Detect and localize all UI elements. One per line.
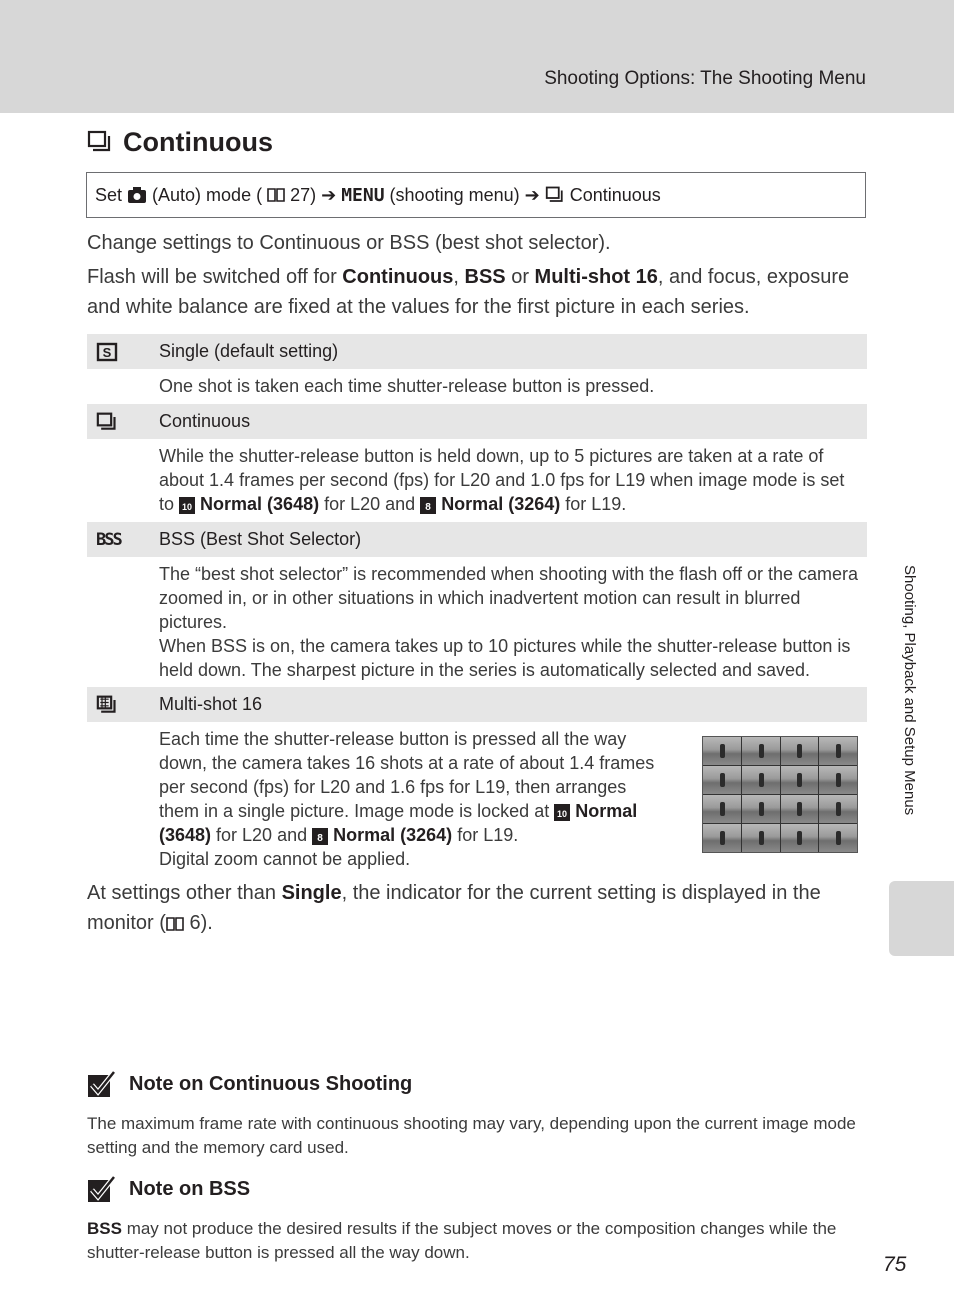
bold-normal-3264: Normal (3264) (441, 494, 561, 514)
bold-multishot: Multi-shot 16 (534, 266, 658, 288)
menu-path (86, 172, 866, 218)
bold-continuous: Continuous (342, 266, 454, 288)
image-mode-8m-icon (420, 497, 436, 514)
desc-text: for L20 and (319, 494, 421, 514)
text: At settings other than (87, 882, 282, 904)
header-band (0, 0, 954, 113)
bss-icon: BSS (96, 529, 121, 550)
option-multishot-desc (159, 727, 669, 871)
text: , the indicator for the current setting is displayed in the monitor ( (87, 882, 821, 934)
note-continuous-body: The maximum frame rate with continuous shooting may vary, depending upon the current image mode setting and the memory card used. (87, 1114, 856, 1157)
text: may not produce the desired results if the subject moves or the composition changes while the shutter-release button is pressed all the way down. (87, 1219, 837, 1262)
note-title: Note on BSS (129, 1177, 251, 1200)
bold-single: Single (281, 882, 342, 904)
nav-auto-mode: (Auto) mode ( (152, 184, 263, 205)
desc-text: When BSS is on, the camera takes up to 10 pictures while the shutter-release button is held down. The sharpest picture in the series is automatically selected and saved. (159, 636, 851, 680)
desc-text: for L19. (560, 494, 627, 514)
arrow-icon: ➔ (321, 184, 337, 205)
option-continuous-desc (159, 444, 861, 516)
bold-bss: BSS (464, 266, 506, 288)
svg-text:10: 10 (182, 501, 193, 512)
nav-ref-page: 27) (290, 184, 317, 205)
svg-text:8: 8 (317, 832, 323, 844)
page-number: 75 (883, 1253, 907, 1276)
option-bss-header (87, 522, 867, 557)
bold-normal-3648: Normal (3648) (200, 494, 320, 514)
desc-text: The “best shot selector” is recommended when shooting with the flash off or the camera zoomed in, or in other situations in which inadvertent motion can result in blurred pictures. (159, 564, 859, 632)
page-title (87, 122, 273, 162)
bold-normal-3264: Normal (3264) (333, 825, 453, 845)
option-label: Continuous (159, 411, 251, 431)
camera-icon (127, 186, 147, 204)
comma: , (453, 266, 465, 288)
text: 6). (189, 912, 213, 934)
book-icon (267, 187, 285, 203)
svg-text:10: 10 (557, 808, 568, 819)
menu-button-label: MENU (341, 184, 385, 206)
desc-text: for L20 and (211, 825, 313, 845)
desc-text: While the shutter-release button is held down, up to 5 pictures are taken at a rate of about 1.4 frames per second (fps) for L20 and 1.0 fps for L19 when image mode is set to (159, 446, 845, 514)
note-continuous-heading (87, 1070, 412, 1098)
nav-continuous: Continuous (569, 184, 661, 205)
bold-bss: BSS (87, 1219, 122, 1238)
section-title: Shooting Options: The Shooting Menu (544, 68, 866, 89)
image-mode-8m-icon (312, 828, 328, 845)
option-single-header (87, 334, 867, 369)
book-icon (166, 916, 184, 932)
desc-text: Each time the shutter-release button is pressed all the way down, the camera takes 16 shots at a rate of about 1.4 frames per second (fps) for L20 and 1.6 fps for L19, then arranges them in a single picture. Image mode is locked at (159, 729, 655, 821)
chapter-tab (889, 881, 954, 956)
multi-shot-sample-image (702, 736, 858, 853)
svg-text:8: 8 (425, 501, 431, 513)
note-bss-heading (87, 1175, 250, 1203)
option-label: Single (default setting) (159, 341, 339, 361)
option-multishot-header (87, 687, 867, 722)
checkmark-icon (87, 1175, 117, 1203)
page-title-text: Continuous (123, 126, 273, 157)
continuous-icon (545, 186, 565, 204)
or-text: or (505, 266, 535, 288)
note-title: Note on Continuous Shooting (129, 1072, 413, 1095)
flash-paragraph (87, 262, 867, 322)
option-continuous-header (87, 404, 867, 439)
option-label: BSS (Best Shot Selector) (159, 529, 362, 549)
desc-text: for L19. (452, 825, 519, 845)
nav-shooting-menu: (shooting menu) (389, 184, 520, 205)
intro-line: Change settings to Continuous or BSS (best shot selector). (87, 232, 611, 254)
note-bss-body (87, 1217, 867, 1265)
flash-prefix: Flash will be switched off for (87, 266, 343, 288)
bold-normal-3648: Normal (3648) (159, 801, 638, 845)
multi-shot-icon (96, 695, 118, 715)
image-mode-10m-icon (179, 497, 195, 514)
continuous-icon (87, 130, 113, 154)
flash-suffix: , and focus, exposure and white balance are fixed at the values for the first picture in each series. (87, 266, 850, 318)
image-mode-10m-icon (554, 804, 570, 821)
side-chapter-label: Shooting, Playback and Setup Menus (901, 565, 918, 816)
arrow-icon: ➔ (524, 184, 540, 205)
option-single-desc: One shot is taken each time shutter-release button is pressed. (159, 376, 655, 396)
nav-set: Set (95, 184, 123, 205)
option-bss-desc (159, 562, 861, 682)
svg-text:S: S (102, 344, 112, 360)
checkmark-icon (87, 1070, 117, 1098)
option-label: Multi-shot 16 (159, 694, 263, 714)
desc-text: Digital zoom cannot be applied. (159, 849, 411, 869)
single-icon (96, 342, 118, 362)
continuous-icon (96, 412, 118, 432)
indicator-paragraph (87, 878, 867, 938)
